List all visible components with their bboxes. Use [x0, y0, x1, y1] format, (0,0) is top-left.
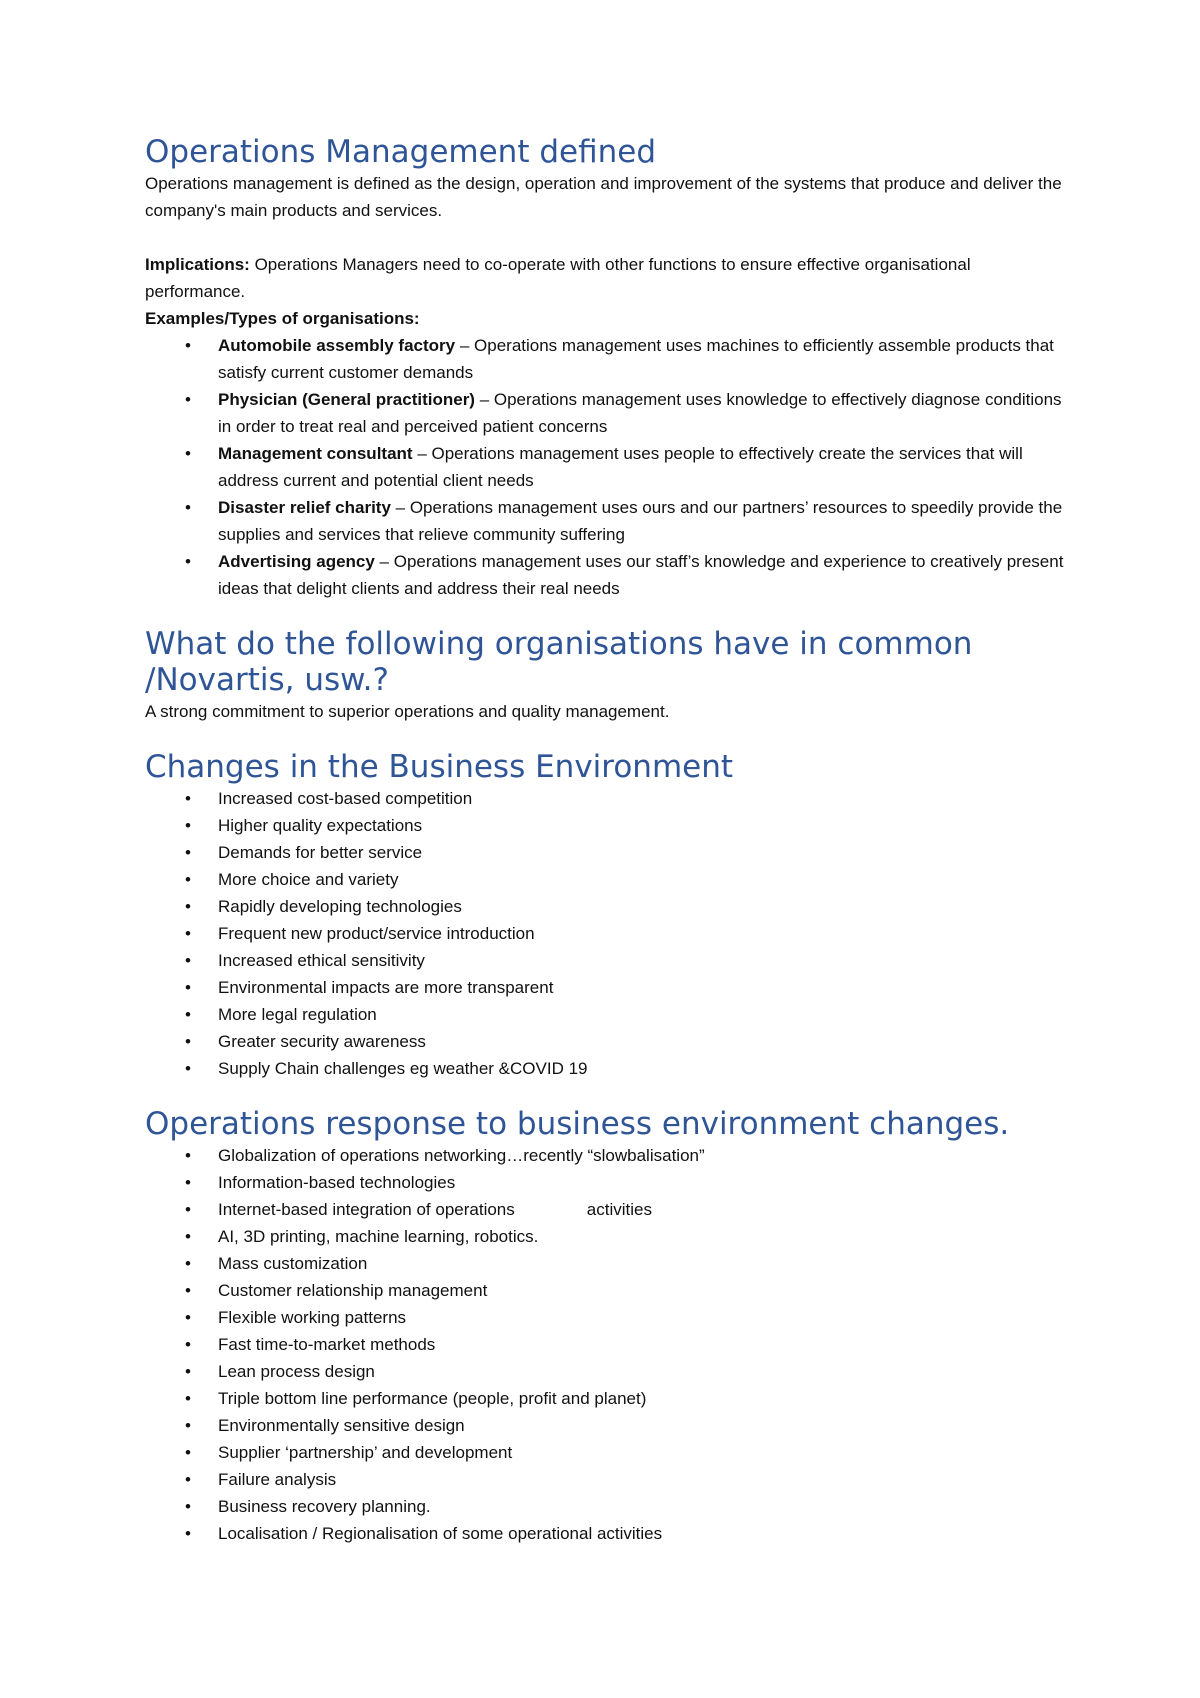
list-item-text: Customer relationship management — [218, 1281, 488, 1300]
list-item — [145, 1223, 1065, 1250]
list-item — [145, 1169, 1065, 1196]
list-item-text: Triple bottom line performance (people, profit and planet) — [218, 1389, 647, 1408]
list-item-text: Failure analysis — [218, 1470, 337, 1489]
list-item — [145, 1028, 1065, 1055]
bullet-icon: • — [185, 1362, 191, 1381]
list-item-text: Supply Chain challenges eg weather &COVID 19 — [218, 1059, 588, 1078]
examples-label-text: Examples/Types of organisations: — [145, 309, 420, 328]
bullet-icon: • — [185, 789, 191, 808]
bullet-icon: • — [185, 498, 191, 517]
list-item — [145, 1331, 1065, 1358]
list-item — [145, 1412, 1065, 1439]
list-item-text: Environmentally sensitive design — [218, 1416, 465, 1435]
paragraph-gap — [145, 224, 1065, 251]
heading-operations-management-defined: Operations Management defined — [145, 134, 657, 170]
bullet-icon: • — [185, 1389, 191, 1408]
list-item-text: Demands for better service — [218, 843, 423, 862]
list-item-text: Business recovery planning. — [218, 1497, 431, 1516]
heading-operations-response: Operations response to business environment changes. — [145, 1106, 1010, 1142]
bullet-icon: • — [185, 870, 191, 889]
bullet-icon: • — [185, 1308, 191, 1327]
example-name: Automobile assembly factory — [218, 336, 456, 355]
bullet-icon: • — [185, 816, 191, 835]
list-item-text: Globalization of operations networking…recently “slowbalisation” — [218, 1146, 705, 1165]
implications-text: Operations Managers need to co-operate with other functions to ensure effective organisational performance. — [145, 255, 971, 301]
examples-list — [145, 332, 1065, 602]
list-item — [145, 1520, 1065, 1547]
list-item-text: Environmental impacts are more transparent — [218, 978, 554, 997]
list-item-text: Greater security awareness — [218, 1032, 426, 1051]
bullet-icon: • — [185, 1470, 191, 1489]
list-item — [145, 1055, 1065, 1082]
list-item-text: More legal regulation — [218, 1005, 377, 1024]
list-item-text: Frequent new product/service introduction — [218, 924, 535, 943]
list-item-text: AI, 3D printing, machine learning, robotics. — [218, 1227, 539, 1246]
bullet-icon: • — [185, 1443, 191, 1462]
list-item — [145, 1304, 1065, 1331]
bullet-icon: • — [185, 924, 191, 943]
operations-response-list — [145, 1142, 1065, 1547]
example-text: – Operations management uses knowledge to effectively diagnose conditions in order to treat real and perceived patient concerns — [218, 390, 1062, 436]
list-item-text: Flexible working patterns — [218, 1308, 407, 1327]
list-item — [145, 947, 1065, 974]
bullet-icon: • — [185, 1524, 191, 1543]
list-item — [145, 494, 1065, 548]
bullet-icon: • — [185, 1281, 191, 1300]
list-item — [145, 1250, 1065, 1277]
bullet-icon: • — [185, 951, 191, 970]
list-item — [145, 1466, 1065, 1493]
bullet-icon: • — [185, 1146, 191, 1165]
list-item — [145, 1385, 1065, 1412]
bullet-icon: • — [185, 1416, 191, 1435]
list-item — [145, 893, 1065, 920]
list-item — [145, 1001, 1065, 1028]
example-name: Advertising agency — [218, 552, 375, 571]
list-item — [145, 1277, 1065, 1304]
bullet-icon: • — [185, 1497, 191, 1516]
list-item — [145, 1196, 1065, 1223]
list-item-text: Mass customization — [218, 1254, 368, 1273]
list-item — [145, 332, 1065, 386]
list-item-text: Higher quality expectations — [218, 816, 423, 835]
list-item-text: Increased ethical sensitivity — [218, 951, 425, 970]
bullet-icon: • — [185, 552, 191, 571]
list-item-text-suffix: activities — [586, 1200, 652, 1219]
list-item-text: Lean process design — [218, 1362, 375, 1381]
example-text: – Operations management uses ours and our partners’ resources to speedily provide the supplies and services that relieve community suffering — [218, 498, 1063, 544]
bullet-icon: • — [185, 1059, 191, 1078]
environment-changes-list — [145, 785, 1065, 1082]
bullet-icon: • — [185, 336, 191, 355]
list-item-text: Information-based technologies — [218, 1173, 456, 1192]
heading-business-environment-changes: Changes in the Business Environment — [145, 749, 734, 785]
bullet-icon: • — [185, 897, 191, 916]
list-item — [145, 866, 1065, 893]
list-item — [145, 812, 1065, 839]
list-item-text: Supplier ‘partnership’ and development — [218, 1443, 513, 1462]
list-item — [145, 440, 1065, 494]
list-item — [145, 785, 1065, 812]
example-name: Management consultant — [218, 444, 413, 463]
bullet-icon: • — [185, 1200, 191, 1219]
bullet-icon: • — [185, 444, 191, 463]
list-item — [145, 1493, 1065, 1520]
bullet-icon: • — [185, 390, 191, 409]
bullet-icon: • — [185, 1227, 191, 1246]
example-text: – Operations management uses machines to efficiently assemble products that satisfy current customer demands — [218, 336, 1054, 382]
definition-paragraph: Operations management is defined as the design, operation and improvement of the systems that produce and deliver the company's main products and services. — [145, 174, 1062, 220]
list-item-text: Localisation / Regionalisation of some operational activities — [218, 1524, 663, 1543]
list-item-text: Rapidly developing technologies — [218, 897, 462, 916]
list-item-text: Internet-based integration of operations — [218, 1200, 515, 1219]
example-text: – Operations management uses people to effectively create the services that will address current and potential client needs — [218, 444, 1023, 490]
list-item — [145, 548, 1065, 602]
bullet-icon: • — [185, 1254, 191, 1273]
bullet-icon: • — [185, 1173, 191, 1192]
bullet-icon: • — [185, 1335, 191, 1354]
list-item-text: Fast time-to-market methods — [218, 1335, 436, 1354]
commitment-paragraph: A strong commitment to superior operations and quality management. — [145, 702, 670, 721]
bullet-icon: • — [185, 978, 191, 997]
implications-paragraph — [145, 251, 1065, 305]
example-name: Physician (General practitioner) — [218, 390, 475, 409]
list-item-text: Increased cost-based competition — [218, 789, 473, 808]
list-item — [145, 839, 1065, 866]
list-item — [145, 920, 1065, 947]
list-item-text: More choice and variety — [218, 870, 399, 889]
bullet-icon: • — [185, 1005, 191, 1024]
document-content — [145, 134, 1065, 1547]
example-name: Disaster relief charity — [218, 498, 391, 517]
list-item — [145, 386, 1065, 440]
bullet-icon: • — [185, 843, 191, 862]
bullet-icon: • — [185, 1032, 191, 1051]
list-item — [145, 1439, 1065, 1466]
example-text: – Operations management uses our staff’s knowledge and experience to creatively present ideas that delight clients and address their real needs — [218, 552, 1064, 598]
heading-organisations-common: What do the following organisations have in common /Novartis, usw.? — [145, 626, 973, 698]
implications-label: Implications: — [145, 255, 250, 274]
examples-label — [145, 305, 1065, 332]
list-item — [145, 974, 1065, 1001]
list-item — [145, 1142, 1065, 1169]
list-item — [145, 1358, 1065, 1385]
